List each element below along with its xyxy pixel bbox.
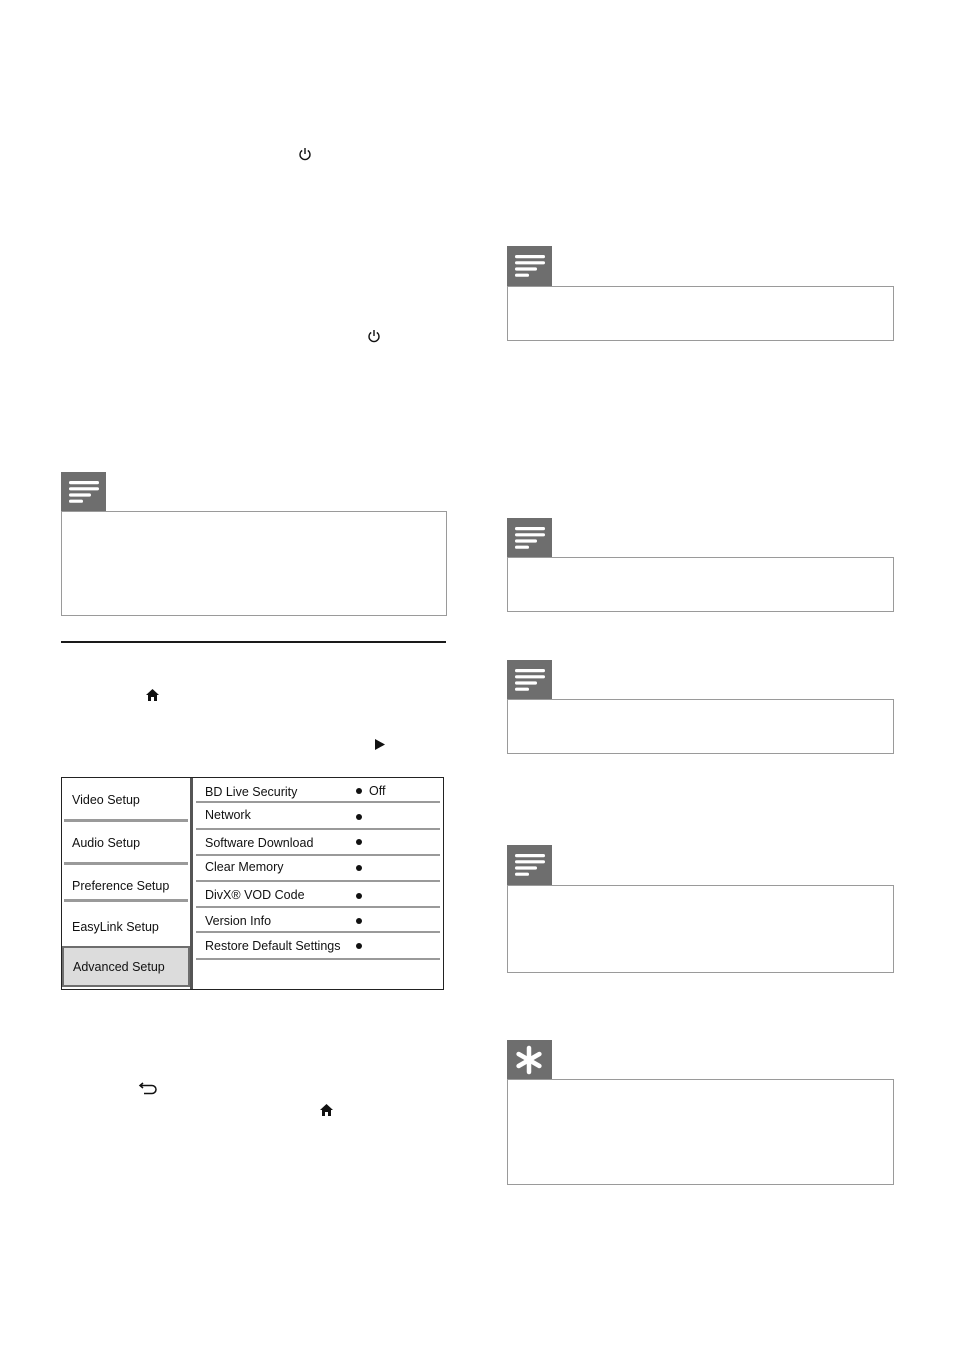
play-icon bbox=[374, 738, 386, 751]
menu-item-divider bbox=[196, 906, 440, 908]
section-divider bbox=[61, 641, 446, 643]
settings-menu bbox=[61, 777, 444, 990]
menu-item-bullet bbox=[356, 943, 362, 949]
home-icon bbox=[145, 688, 160, 702]
menu-category-easylink-setup[interactable] bbox=[64, 902, 188, 944]
note-box bbox=[507, 557, 894, 612]
menu-category-advanced-setup[interactable] bbox=[62, 946, 190, 987]
menu-item-divider bbox=[196, 854, 440, 856]
note-icon bbox=[69, 481, 99, 503]
note-box bbox=[507, 885, 894, 973]
note-tab bbox=[507, 246, 552, 286]
menu-item-divider bbox=[196, 828, 440, 830]
menu-item-bd-live-security[interactable]: BD Live Security bbox=[205, 785, 298, 799]
menu-item-restore-default-settings[interactable]: Restore Default Settings bbox=[205, 939, 341, 953]
menu-category-label: Preference Setup bbox=[72, 879, 170, 893]
menu-item-divider bbox=[196, 801, 440, 803]
menu-item-bullet bbox=[356, 865, 362, 871]
note-icon bbox=[515, 527, 545, 549]
note-tab bbox=[61, 472, 106, 512]
menu-category-video-setup[interactable] bbox=[64, 778, 188, 818]
tip-tab bbox=[507, 1040, 552, 1080]
menu-item-version-info[interactable]: Version Info bbox=[205, 914, 272, 928]
menu-item-bullet bbox=[356, 839, 362, 845]
menu-category-label: Audio Setup bbox=[72, 836, 141, 850]
note-icon bbox=[515, 669, 545, 691]
menu-category-audio-setup[interactable] bbox=[64, 822, 188, 862]
menu-item-software-download[interactable]: Software Download bbox=[205, 836, 314, 850]
tip-box bbox=[507, 1079, 894, 1185]
menu-item-bullet bbox=[356, 893, 362, 899]
menu-item-clear-memory[interactable]: Clear Memory bbox=[205, 860, 284, 874]
back-icon bbox=[138, 1081, 160, 1095]
power-icon bbox=[298, 147, 312, 161]
power-icon bbox=[367, 329, 381, 343]
menu-category-label: EasyLink Setup bbox=[72, 920, 159, 934]
menu-item-network[interactable]: Network bbox=[205, 808, 251, 822]
menu-item-divider bbox=[196, 880, 440, 882]
menu-category-label: Advanced Setup bbox=[73, 960, 165, 974]
note-box bbox=[507, 699, 894, 754]
menu-item-divider bbox=[196, 958, 440, 960]
home-icon bbox=[319, 1103, 334, 1117]
note-icon bbox=[515, 255, 545, 277]
menu-category-label: Video Setup bbox=[72, 793, 140, 807]
note-box bbox=[507, 286, 894, 341]
menu-item-bullet bbox=[356, 918, 362, 924]
note-tab bbox=[507, 660, 552, 700]
menu-item-bullet bbox=[356, 788, 362, 794]
tip-icon bbox=[514, 1045, 544, 1075]
note-tab bbox=[507, 518, 552, 558]
menu-category-list bbox=[62, 778, 193, 989]
note-icon bbox=[515, 854, 545, 876]
menu-item-divx-vod-code[interactable]: DivX® VOD Code bbox=[205, 888, 305, 902]
menu-item-value: Off bbox=[369, 784, 386, 798]
note-tab bbox=[507, 845, 552, 885]
menu-item-divider bbox=[196, 931, 440, 933]
note-box bbox=[61, 511, 447, 616]
menu-item-bullet bbox=[356, 814, 362, 820]
